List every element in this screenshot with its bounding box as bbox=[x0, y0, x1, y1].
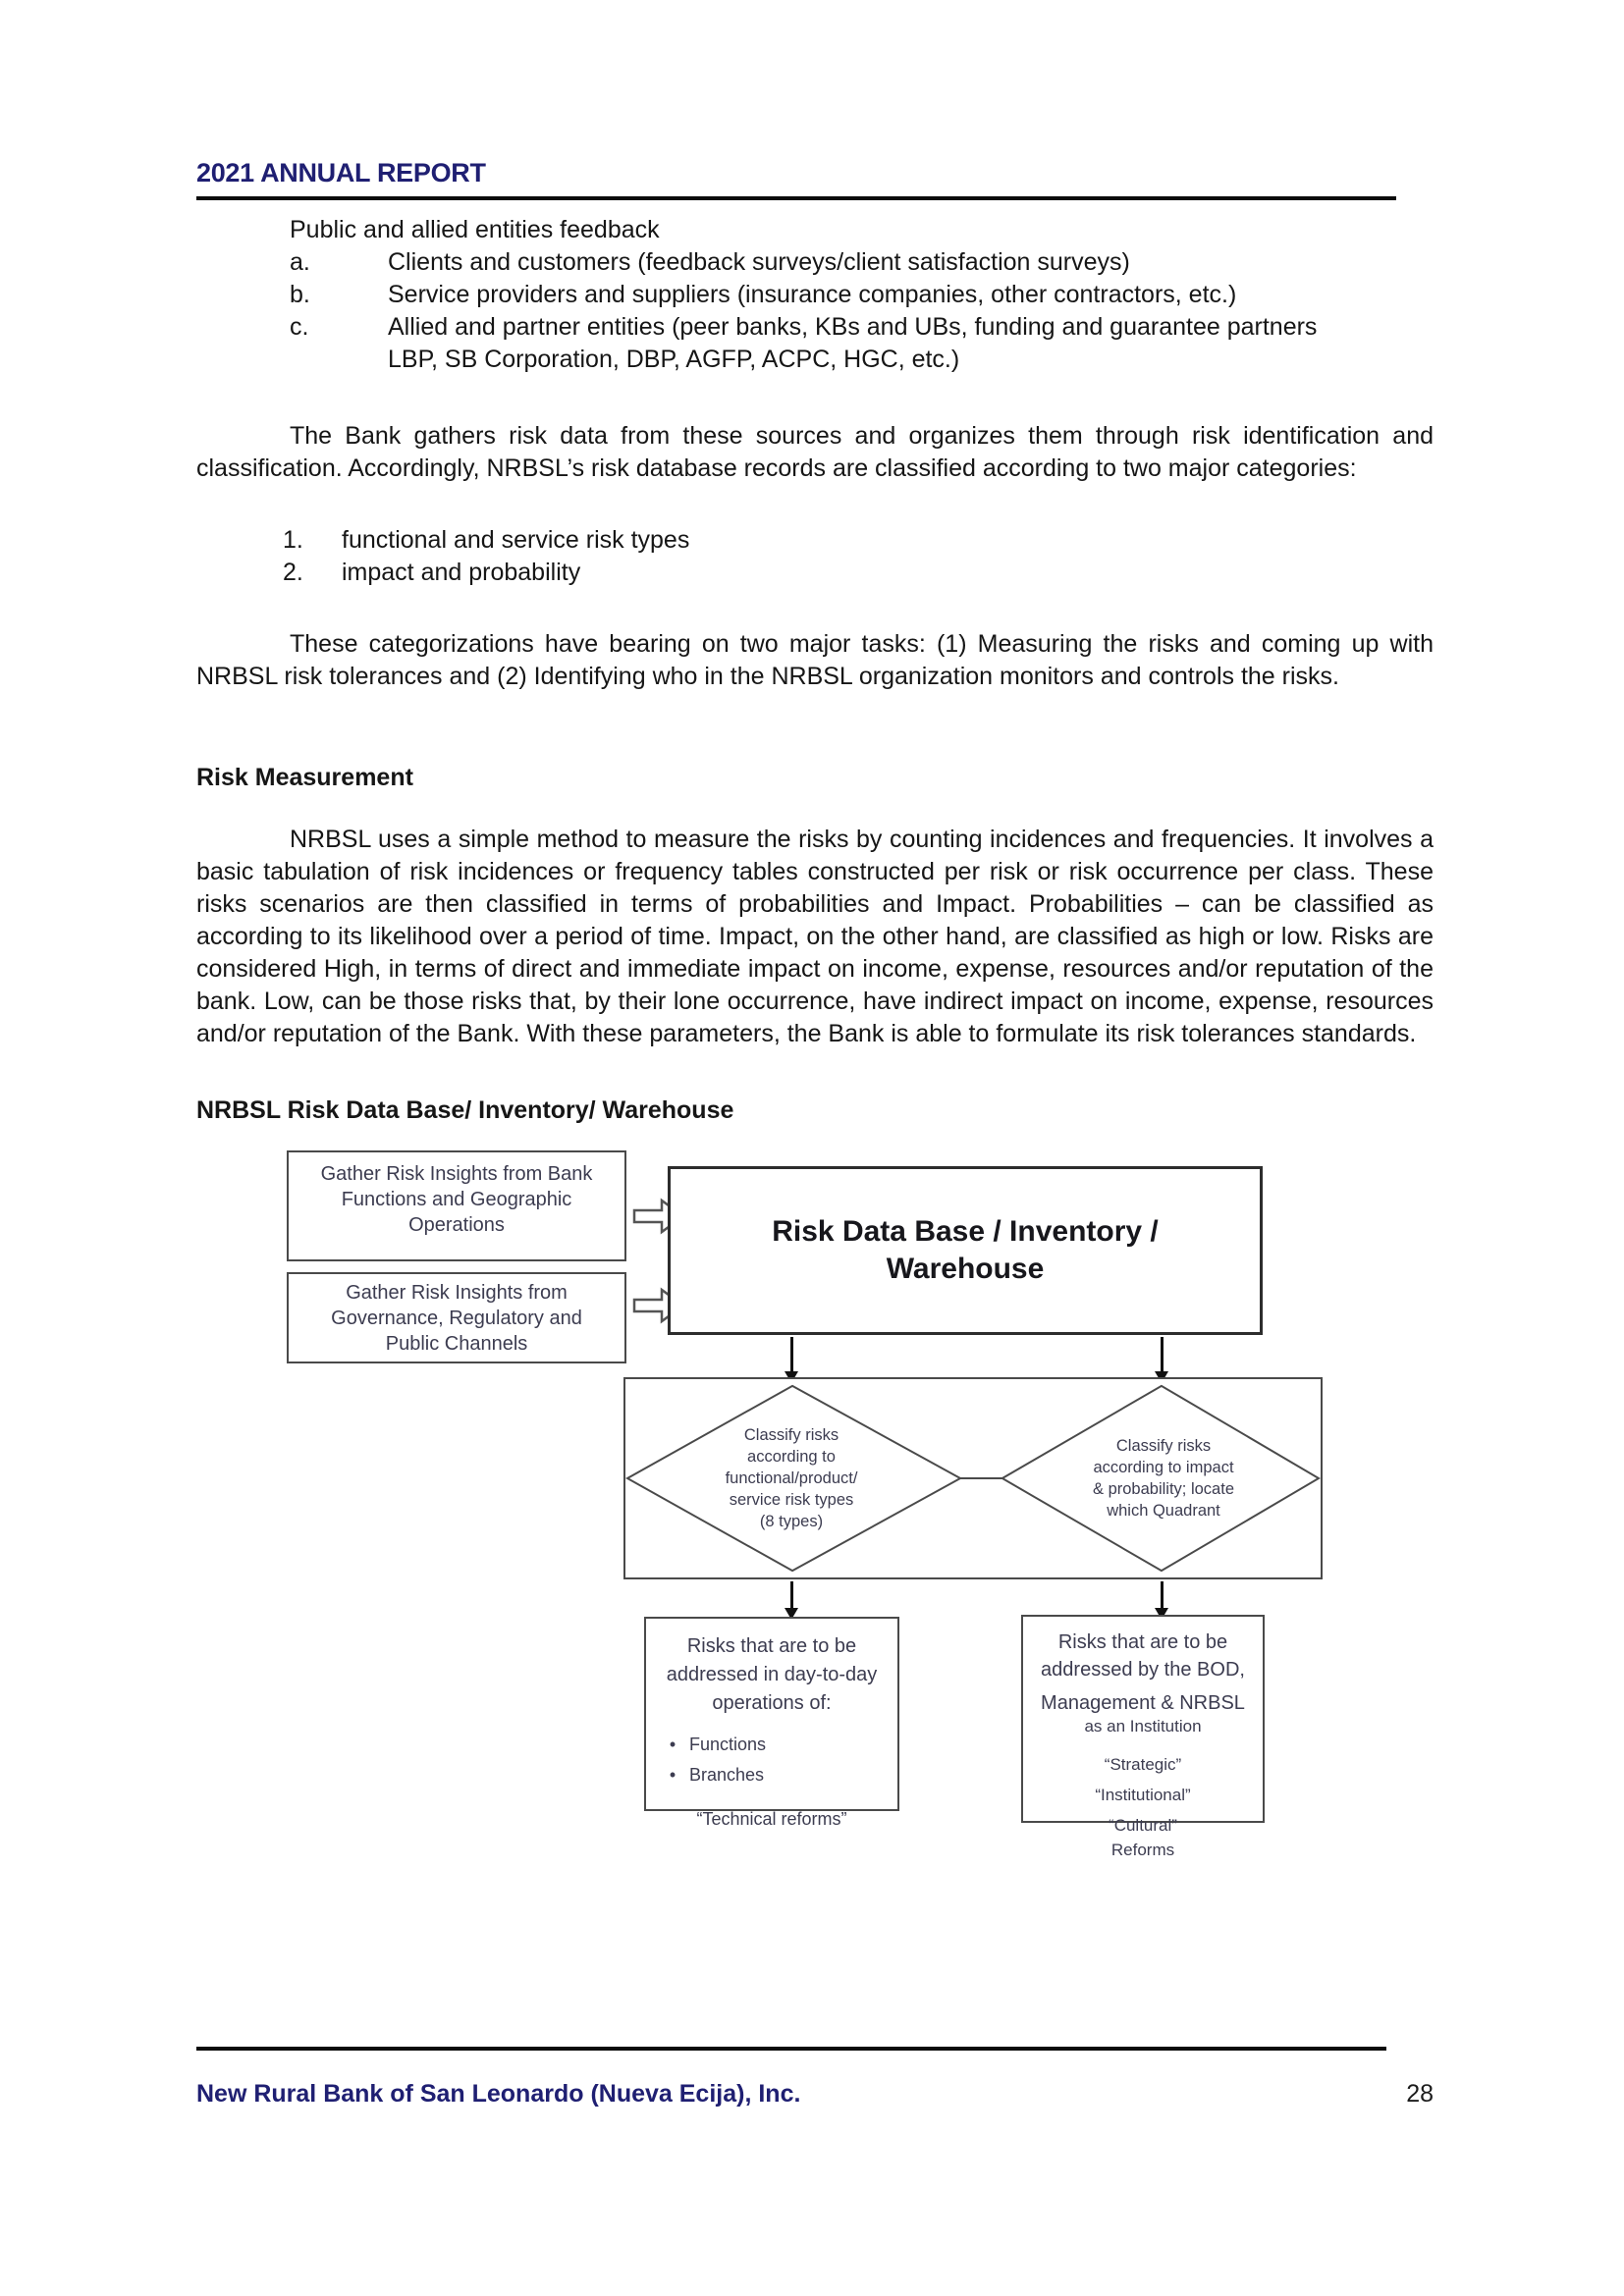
outcome-quote-list bbox=[1095, 1749, 1190, 1860]
box-text-line: Warehouse bbox=[886, 1253, 1045, 1285]
list-item-text: Clients and customers (feedback surveys/client satisfaction surveys) bbox=[388, 248, 1130, 276]
paragraph-categorizations: These categorizations have bearing on two major tasks: (1) Measuring the risks and coming up with NRBSL risk tolerances and (2) Identifying who in the NRBSL organization monitors and controls the risks. bbox=[196, 630, 1434, 690]
footer-bank-name: New Rural Bank of San Leonardo (Nueva Ecija), Inc. bbox=[196, 2080, 801, 2108]
box-text-line: Risks that are to be bbox=[686, 1635, 857, 1657]
risk-database-flowchart bbox=[275, 1142, 1335, 1868]
diamond-impact-classification bbox=[1050, 1416, 1277, 1540]
outcome-heading bbox=[1041, 1629, 1245, 1735]
diagram-classification-panel bbox=[623, 1377, 1323, 1579]
flow-arrow-down-icon bbox=[790, 1337, 793, 1372]
box-text-line: Operations bbox=[408, 1213, 505, 1236]
diamond-functional-classification bbox=[677, 1407, 905, 1550]
list-marker: c. bbox=[290, 313, 309, 341]
outcome-quote: “Technical reforms” bbox=[696, 1809, 847, 1829]
outcome-quote: “Strategic” bbox=[1104, 1755, 1182, 1774]
list-marker: b. bbox=[290, 281, 310, 308]
footer-rule bbox=[196, 2047, 1386, 2051]
list-marker: 2. bbox=[283, 559, 303, 586]
flow-arrow-down-icon bbox=[1161, 1581, 1164, 1609]
paragraph-risk-measurement: NRBSL uses a simple method to measure the risks by counting incidences and frequencies. It involves a basic tabulation of risk incidences or frequency tables constructed per risk or risk occurrence per class. These risks scenarios are then classified in terms of probabilities and Impact. Probabilities – can be classified as according to its likelihood over a period of time. Impact, on the other hand, are classified as high or low. Risks are considered High, in terms of direct and immediate impact on income, expense, resources and/or reputation of the bank. Low, can be those risks that, by their lone occurrence, have indirect impact on income, expense, resources and/or reputation of the Bank. With these parameters, the Bank is able to formulate its risk tolerances standards. bbox=[196, 826, 1434, 1047]
diamond-text-line: service risk types bbox=[729, 1491, 854, 1509]
diagram-central-box bbox=[668, 1166, 1263, 1335]
list-item-text: impact and probability bbox=[342, 559, 581, 586]
header-rule bbox=[196, 196, 1396, 200]
box-text-line: Risk Data Base / Inventory / bbox=[772, 1215, 1159, 1248]
box-text-line: addressed in day-to-day bbox=[666, 1664, 878, 1685]
list-marker: 1. bbox=[283, 526, 303, 554]
list-marker: a. bbox=[290, 248, 310, 276]
box-text-line: Governance, Regulatory and bbox=[331, 1307, 582, 1329]
category-item-2 bbox=[283, 557, 1434, 589]
feedback-list bbox=[290, 246, 1434, 376]
diamond-text-line: & probability; locate bbox=[1093, 1480, 1234, 1498]
box-text-line: Functions and Geographic bbox=[341, 1188, 572, 1210]
footer-row bbox=[196, 2078, 1434, 2110]
diagram-source-box-governance bbox=[287, 1272, 626, 1363]
intro-line: Public and allied entities feedback bbox=[290, 216, 660, 243]
bullet-text: Branches bbox=[689, 1765, 765, 1785]
flow-arrow-down-icon bbox=[1161, 1337, 1164, 1372]
list-item-line: LBP, SB Corporation, DBP, AGFP, ACPC, HGC, etc.) bbox=[388, 346, 960, 373]
feedback-item-c bbox=[290, 311, 1434, 376]
diagram-outcome-box-institutional bbox=[1021, 1615, 1265, 1859]
box-text-line: Public Channels bbox=[385, 1332, 528, 1355]
paragraph-risk-sources: The Bank gathers risk data from these sources and organizes them through risk identification and classification. Accordingly, NRBSL’s risk database records are classified according to two major categories: bbox=[196, 422, 1434, 482]
outcome-quote: “Institutional” bbox=[1095, 1786, 1191, 1804]
footer-page-number: 28 bbox=[1406, 2080, 1434, 2108]
box-text-line: Gather Risk Insights from Bank bbox=[320, 1162, 593, 1185]
bullet-icon: • bbox=[669, 1735, 677, 1754]
categories-list bbox=[283, 524, 1434, 589]
box-text-line: Gather Risk Insights from bbox=[346, 1281, 568, 1304]
page-footer bbox=[196, 2047, 1434, 2110]
bullet-text: Functions bbox=[689, 1735, 767, 1754]
diamond-text-line: Classify risks bbox=[1115, 1437, 1212, 1455]
box-text-line: addressed by the BOD, bbox=[1041, 1659, 1245, 1681]
diagram-outcome-box-daytoday bbox=[644, 1617, 899, 1829]
outcome-quote: Reforms bbox=[1110, 1841, 1175, 1859]
diamond-text-line: according to bbox=[747, 1448, 836, 1466]
diamond-text-line: which Quadrant bbox=[1107, 1502, 1220, 1520]
box-text-line: as an Institution bbox=[1084, 1717, 1202, 1735]
box-text-line: Management & NRBSL bbox=[1041, 1692, 1245, 1714]
diamond-text-line: functional/product/ bbox=[725, 1469, 858, 1487]
list-item-text bbox=[388, 311, 1434, 376]
box-text-line: operations of: bbox=[712, 1692, 832, 1714]
heading-risk-database: NRBSL Risk Data Base/ Inventory/ Warehouse bbox=[196, 1096, 734, 1124]
diamond-text-line: Classify risks bbox=[743, 1426, 839, 1444]
bullet-item bbox=[656, 1760, 888, 1790]
list-item-text: Service providers and suppliers (insurance companies, other contractors, etc.) bbox=[388, 281, 1237, 308]
feedback-item-b bbox=[290, 279, 1434, 311]
outcome-quote: “Cultural” bbox=[1109, 1816, 1177, 1835]
page-content bbox=[196, 157, 1434, 1868]
diamond-text-line: according to impact bbox=[1093, 1459, 1234, 1476]
list-item-text: functional and service risk types bbox=[342, 526, 690, 554]
heading-risk-measurement: Risk Measurement bbox=[196, 764, 413, 791]
report-header-title: 2021 ANNUAL REPORT bbox=[196, 158, 486, 187]
box-text-line: Risks that are to be bbox=[1057, 1631, 1228, 1653]
flow-arrow-down-icon bbox=[790, 1581, 793, 1609]
bullet-icon: • bbox=[669, 1765, 677, 1785]
outcome-bullet-list bbox=[656, 1730, 888, 1790]
diamond-text-line: (8 types) bbox=[759, 1513, 824, 1530]
category-item-1 bbox=[283, 524, 1434, 557]
diagram-source-box-bank-functions bbox=[287, 1150, 626, 1261]
list-item-line: Allied and partner entities (peer banks, KBs and UBs, funding and guarantee partners bbox=[388, 313, 1318, 341]
bullet-item bbox=[656, 1730, 888, 1760]
feedback-item-a bbox=[290, 246, 1434, 279]
outcome-heading bbox=[667, 1632, 878, 1718]
